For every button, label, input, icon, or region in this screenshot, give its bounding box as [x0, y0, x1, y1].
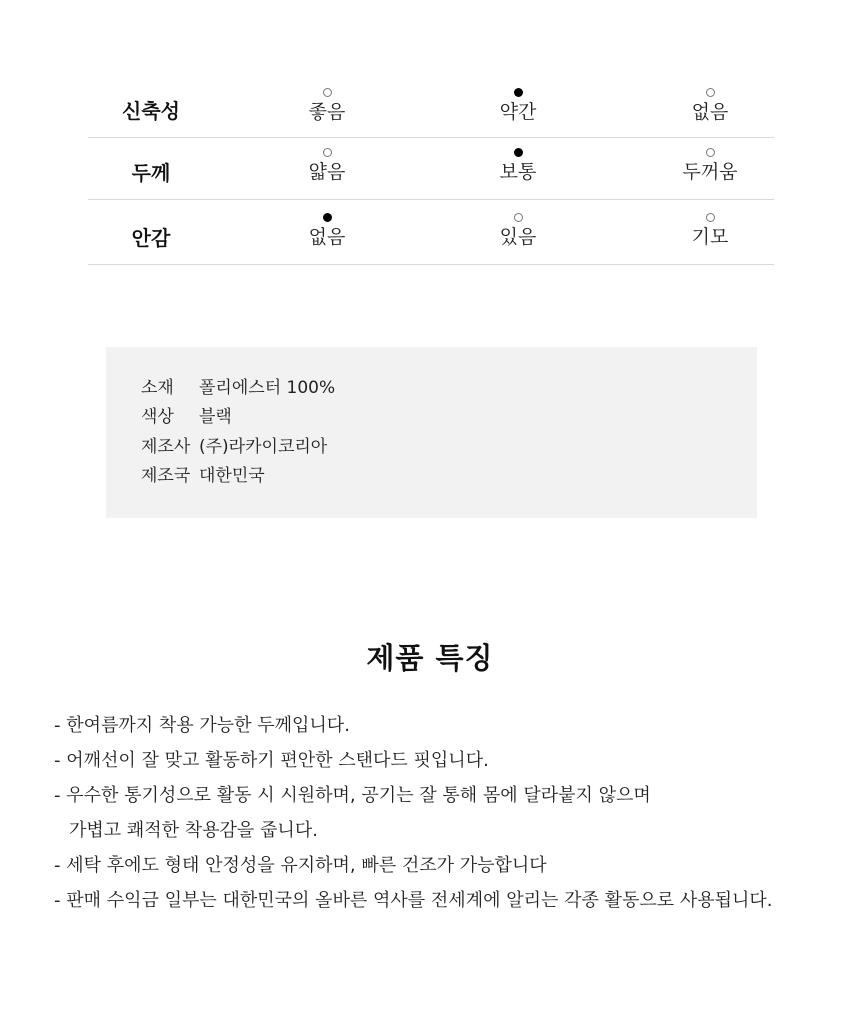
attribute-option — [650, 213, 770, 248]
attribute-option — [458, 148, 578, 183]
feature-text-continuation: 가볍고 쾌적한 착용감을 줍니다. — [69, 820, 318, 841]
attribute-option — [458, 213, 578, 248]
radio-dot-icon — [706, 148, 715, 157]
attribute-option — [267, 148, 387, 183]
feature-item — [54, 749, 844, 773]
attribute-option-label: 얇음 — [308, 161, 346, 183]
feature-item — [54, 889, 844, 913]
info-row-origin — [141, 465, 265, 487]
attribute-row-thickness — [88, 138, 774, 200]
info-row-material — [141, 377, 335, 399]
info-row-color — [141, 406, 232, 428]
attribute-option-label: 있음 — [499, 226, 537, 248]
info-key: 제조사 — [141, 437, 191, 457]
attribute-table — [88, 76, 774, 265]
attribute-row-stretch — [88, 76, 774, 138]
attribute-option — [267, 213, 387, 248]
info-key: 제조국 — [141, 466, 191, 486]
attribute-option-label: 기모 — [691, 226, 729, 248]
attribute-option-label: 좋음 — [308, 101, 346, 123]
info-value: 블랙 — [199, 407, 232, 427]
radio-dot-icon — [514, 148, 523, 157]
attribute-option-label: 보통 — [499, 161, 537, 183]
radio-dot-icon — [706, 88, 715, 97]
product-info-box — [106, 347, 757, 518]
attribute-label: 안감 — [131, 226, 171, 250]
attribute-row-lining — [88, 200, 774, 265]
info-value: 대한민국 — [199, 466, 265, 486]
attribute-option — [267, 88, 387, 123]
attribute-option — [458, 88, 578, 123]
info-key: 소재 — [141, 378, 174, 398]
attribute-option-label: 약간 — [499, 101, 537, 123]
feature-item — [54, 854, 844, 878]
attribute-label: 신축성 — [122, 99, 180, 123]
attribute-option-label: 없음 — [308, 226, 346, 248]
feature-text: - 판매 수익금 일부는 대한민국의 올바른 역사를 전세계에 알리는 각종 활동으로 사용됩니다. — [54, 890, 773, 911]
attribute-option-label: 두꺼움 — [682, 161, 738, 183]
feature-text: - 어깨선이 잘 맞고 활동하기 편안한 스탠다드 핏입니다. — [54, 750, 489, 771]
features-title: 제품 특징 — [366, 641, 494, 675]
info-key: 색상 — [141, 407, 174, 427]
feature-text: - 우수한 통기성으로 활동 시 시원하며, 공기는 잘 통해 몸에 달라붙지 않으며 — [54, 785, 651, 806]
info-value: (주)라카이코리아 — [199, 437, 328, 457]
radio-dot-icon — [706, 213, 715, 222]
feature-text: - 한여름까지 착용 가능한 두께입니다. — [54, 715, 350, 736]
radio-dot-icon — [514, 213, 523, 222]
features-list — [54, 714, 844, 924]
feature-item — [54, 714, 844, 738]
info-row-manufacturer — [141, 436, 327, 458]
attribute-label: 두께 — [131, 161, 171, 185]
info-value: 폴리에스터 100% — [199, 378, 336, 398]
radio-dot-icon — [514, 88, 523, 97]
feature-item — [54, 784, 844, 843]
feature-text: - 세탁 후에도 형태 안정성을 유지하며, 빠른 건조가 가능합니다 — [54, 855, 547, 876]
radio-dot-icon — [323, 213, 332, 222]
attribute-option-label: 없음 — [691, 101, 729, 123]
attribute-option — [650, 88, 770, 123]
attribute-option — [650, 148, 770, 183]
radio-dot-icon — [323, 88, 332, 97]
radio-dot-icon — [323, 148, 332, 157]
